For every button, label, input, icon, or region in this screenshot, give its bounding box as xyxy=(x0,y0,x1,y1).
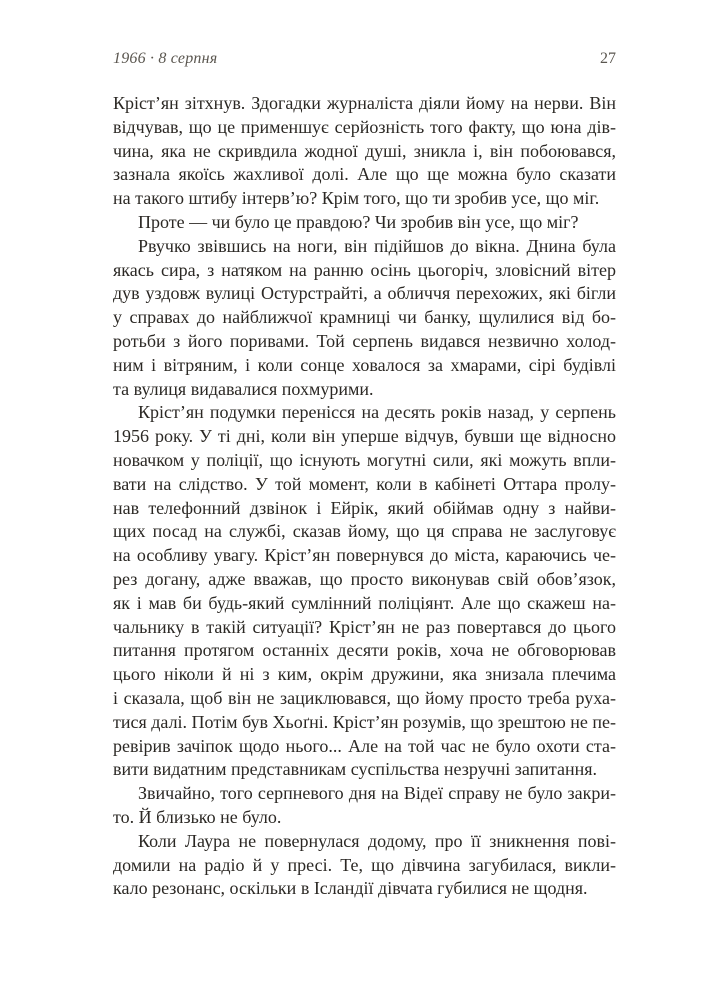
paragraph xyxy=(113,830,616,901)
text-line: Рвучко звівшись на ноги, він підійшов до вікна. Днина була xyxy=(138,235,616,256)
text-line: ним і вітряним, і коли сонце ховалося за хмарами, сірі будівлі xyxy=(113,354,616,375)
text-line: чальнику в такій ситуації? Кріст’ян не раз повертався до цього xyxy=(113,616,616,637)
paragraph xyxy=(113,782,616,830)
text-line: домили на радіо й у пресі. Те, що дівчина загубилася, викли- xyxy=(113,854,616,875)
text-line: у справах до найближчої крамниці чи банку, щулилися від бо- xyxy=(113,307,616,328)
page-number: 27 xyxy=(600,50,616,67)
text-line: ревірив зачіпок щодо нього... Але на той час не було охоти ста- xyxy=(113,735,616,756)
text-line: щих посад на службі, сказав йому, що ця справа не заслуговує xyxy=(113,521,616,542)
text-line: новачком у поліції, що існують могутні сили, які можуть впли- xyxy=(113,449,616,470)
text-line: Кріст’ян зітхнув. Здогадки журналіста діяли йому на нерви. Він xyxy=(113,93,616,113)
text-line: рез догану, адже вважав, що просто виконував свій обов’язок, xyxy=(113,568,616,589)
running-head: 1966 · 8 серпня xyxy=(113,50,218,67)
text-line: 1956 року. У ті дні, коли він уперше відчув, бувши ще відносно xyxy=(113,426,616,447)
text-line: цього ніколи й ні з ким, окрім дружини, яка знизала плечима xyxy=(113,664,616,685)
text-line: та вулиця видавалися похмурими. xyxy=(113,378,374,399)
text-line: на особливу увагу. Кріст’ян повернувся до міста, караючись че- xyxy=(113,545,616,566)
text-line: на такого штибу інтерв’ю? Крім того, що ти зробив усе, що міг. xyxy=(113,188,600,209)
text-line: зазнала якоїсь жахливої долі. Але що ще можна було сказати xyxy=(113,164,616,185)
text-line: Коли Лаура не повернулася додому, про її зникнення пові- xyxy=(138,830,616,851)
paragraph xyxy=(113,401,616,782)
text-line: дув уздовж вулиці Остурстрайті, а обличчя перехожих, які бігли xyxy=(113,283,616,304)
text-line: то. Й близько не було. xyxy=(113,806,282,827)
text-line: кало резонанс, оскільки в Ісландії дівчата губилися не щодня. xyxy=(113,878,588,899)
paragraph xyxy=(113,211,616,235)
text-line: питання протягом останніх десяти років, хоча не обговорював xyxy=(113,640,616,661)
text-line: тися далі. Потім був Хьоґні. Кріст’ян розумів, що зрештою не пе- xyxy=(113,711,616,732)
text-line: Звичайно, того серпневого дня на Відеї справу не було закри- xyxy=(138,783,616,804)
text-line: вити видатним представникам суспільства незручні запитання. xyxy=(113,759,598,780)
text-line: якась сира, з натяком на ранню осінь цьогоріч, зловісний вітер xyxy=(113,259,616,280)
page-header xyxy=(113,50,616,68)
text-line: відчував, що це применшує серйозність того факту, що юна дів- xyxy=(113,116,616,137)
text-line: як і мав би будь-який сумлінний поліціянт. Але що скажеш на- xyxy=(113,592,616,613)
paragraph xyxy=(113,92,616,211)
paragraph xyxy=(113,235,616,402)
text-line: вати на слідство. У той момент, коли в кабінеті Оттара пролу- xyxy=(113,473,616,494)
text-line: нав телефонний дзвінок і Ейрік, який обіймав одну з найви- xyxy=(113,497,616,518)
text-line: і сказала, щоб він не зациклювався, що йому просто треба руха- xyxy=(113,687,616,708)
text-line: Кріст’ян подумки перенісся на десять років назад, у серпень xyxy=(138,402,616,423)
text-line: чина, яка не скривдила жодної душі, зникла і, він побоювався, xyxy=(113,140,616,161)
text-line: ротьби з його поривами. Той серпень видався незвично холод- xyxy=(113,330,616,351)
page-text xyxy=(113,92,616,901)
text-line: Проте — чи було це правдою? Чи зробив він усе, що міг? xyxy=(138,211,579,232)
